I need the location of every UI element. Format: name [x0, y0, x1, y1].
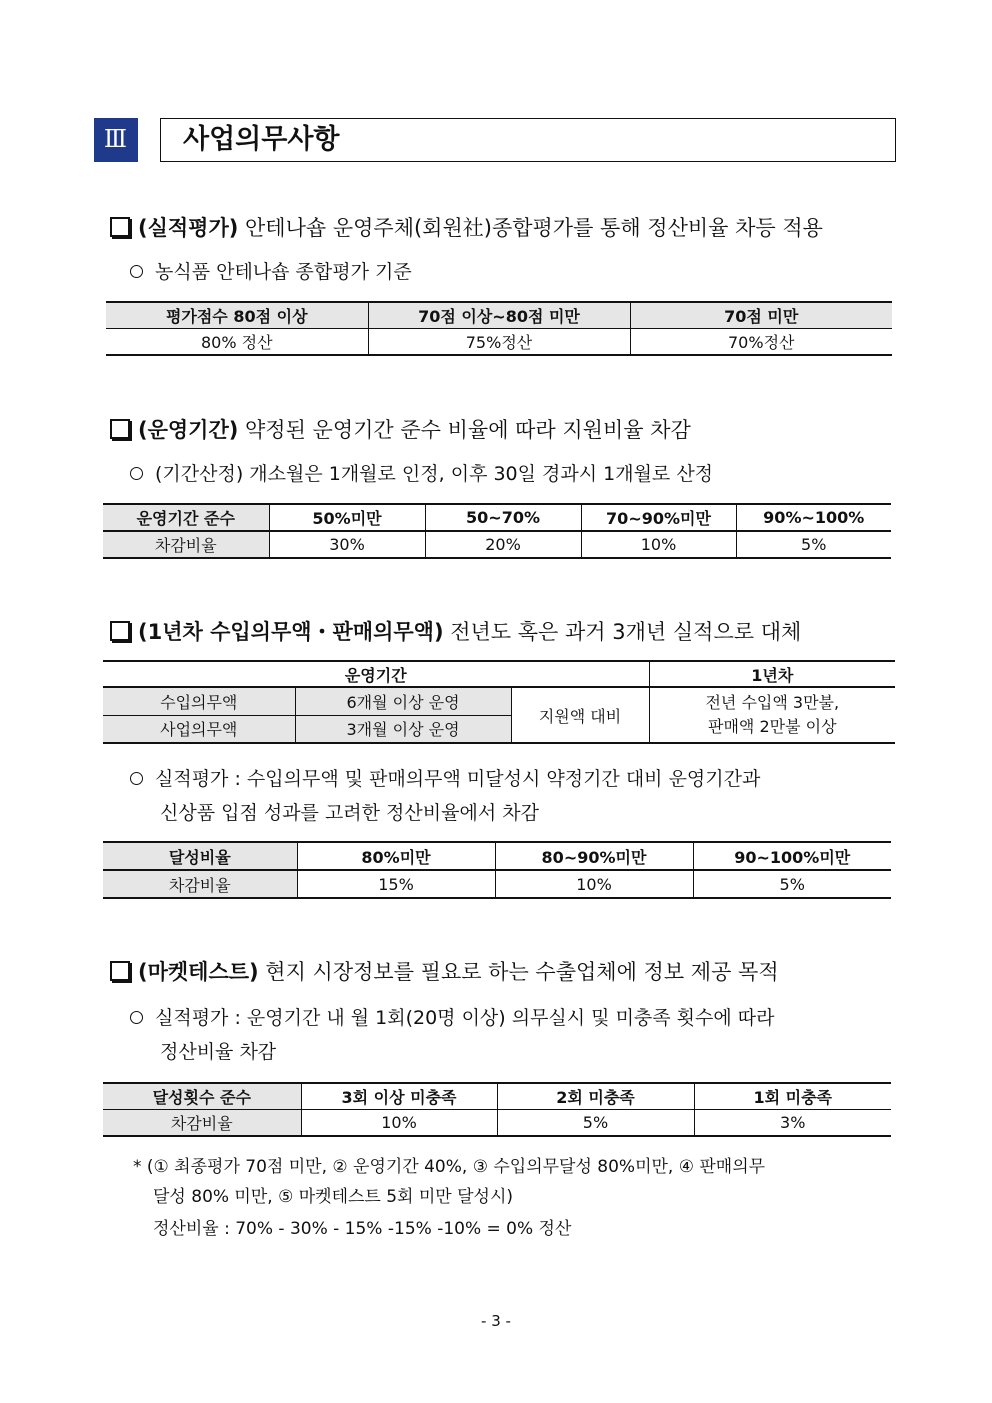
bullet-text: 실적평가 : 운영기간 내 월 1회(20명 이상) 의무실시 및 미충족 횟수에 따라	[155, 1007, 775, 1029]
cell-line: 전년 수입액 3만불,	[705, 693, 840, 712]
table-cell: 15%	[297, 870, 495, 898]
heading-tag: (마켓테스트)	[138, 960, 259, 984]
bullet-continuation: 정산비율 차감	[160, 1041, 277, 1063]
table-cell: 75%정산	[368, 328, 630, 355]
table-cell: 70점 이상~80점 미만	[368, 302, 630, 328]
table-cell: 6개월 이상 운영	[295, 687, 511, 715]
table-cell	[649, 687, 895, 743]
table-header-row	[106, 302, 892, 328]
bullet-text: 농식품 안테나숍 종합평가 기준	[155, 261, 412, 283]
table-row	[103, 1109, 891, 1136]
table-cell: 10%	[495, 870, 693, 898]
table-header-row	[103, 504, 891, 531]
heading-tag: (실적평가)	[138, 216, 239, 240]
footnote-line: * (① 최종평가 70점 미만, ② 운영기간 40%, ③ 수입의무달성 80%미만, ④ 판매의무	[133, 1157, 766, 1177]
section-title: 사업의무사항	[183, 124, 340, 155]
table-row	[106, 328, 892, 355]
page-number: - 3 -	[481, 1312, 511, 1330]
heading-text: 약정된 운영기간 준수 비율에 따라 지원비율 차감	[238, 418, 691, 442]
table-row	[103, 687, 895, 715]
table-row	[103, 870, 891, 898]
table-cell: 운영기간 준수	[103, 504, 269, 531]
table-cell: 차감비율	[103, 531, 269, 558]
section-number: Ⅲ	[94, 118, 138, 162]
table-cell: 80% 정산	[106, 328, 368, 355]
table-cell: 달성비율	[103, 842, 297, 870]
table-cell: 달성횟수 준수	[103, 1083, 301, 1109]
bullet-continuation: 신상품 입점 성과를 고려한 정산비율에서 차감	[160, 802, 539, 824]
table-cell: 90~100%미만	[693, 842, 891, 870]
table-header-row	[103, 661, 895, 687]
circle-bullet-icon	[130, 265, 143, 278]
table-cell: 10%	[301, 1109, 497, 1136]
heading-performance	[110, 214, 823, 242]
table-row	[103, 531, 891, 558]
heading-tag: (운영기간)	[138, 418, 239, 442]
table-cell: 20%	[425, 531, 581, 558]
table-cell: 5%	[736, 531, 891, 558]
table-cell: 3개월 이상 운영	[295, 715, 511, 743]
circle-bullet-icon	[130, 1011, 143, 1024]
bullet-text: 실적평가 : 수입의무액 및 판매의무액 미달성시 약정기간 대비 운영기간과	[155, 768, 761, 790]
heading-text: 전년도 혹은 과거 3개년 실적으로 대체	[443, 620, 802, 644]
table-cell: 5%	[497, 1109, 694, 1136]
bullet-text: (기간산정) 개소월은 1개월로 인정, 이후 30일 경과시 1개월로 산정	[155, 463, 714, 485]
table-cell: 10%	[581, 531, 736, 558]
table-cell: 2회 미충족	[497, 1083, 694, 1109]
table-header-row	[103, 1083, 891, 1109]
table-header-row	[103, 842, 891, 870]
table-cell: 차감비율	[103, 870, 297, 898]
heading-first-year	[110, 618, 801, 646]
checkbox-square-icon	[110, 419, 130, 439]
table-cell: 지원액 대비	[511, 687, 649, 743]
table-cell: 80~90%미만	[495, 842, 693, 870]
table-cell: 사업의무액	[103, 715, 295, 743]
checkbox-square-icon	[110, 961, 130, 981]
table-cell: 1년차	[649, 661, 895, 687]
heading-text: 안테나숍 운영주체(회원社)종합평가를 통해 정산비율 차등 적용	[238, 216, 823, 240]
table-cell: 3%	[694, 1109, 891, 1136]
table-cell: 1회 미충족	[694, 1083, 891, 1109]
table-cell: 50~70%	[425, 504, 581, 531]
table-cell: 90%~100%	[736, 504, 891, 531]
bullet-item	[130, 765, 760, 793]
table-cell: 5%	[693, 870, 891, 898]
checkbox-square-icon	[110, 217, 130, 237]
market-test-table	[103, 1082, 891, 1137]
heading-market-test	[110, 958, 779, 986]
heading-text: 현지 시장정보를 필요로 하는 수출업체에 정보 제공 목적	[258, 960, 779, 984]
footnote-formula: 정산비율 : 70% - 30% - 15% -15% -10% = 0% 정산	[153, 1219, 572, 1239]
bullet-item	[130, 258, 412, 286]
first-year-table	[103, 660, 895, 744]
bullet-item	[130, 1004, 775, 1032]
table-cell: 차감비율	[103, 1109, 301, 1136]
table-cell: 3회 이상 미충족	[301, 1083, 497, 1109]
heading-tag: (1년차 수입의무액・판매의무액)	[138, 620, 444, 644]
table-cell: 수입의무액	[103, 687, 295, 715]
evaluation-table	[106, 301, 892, 356]
section-title-box	[160, 118, 896, 162]
circle-bullet-icon	[130, 467, 143, 480]
table-cell: 50%미만	[269, 504, 425, 531]
achievement-table	[103, 841, 891, 899]
period-table	[103, 503, 891, 559]
footnote-line: 달성 80% 미만, ⑤ 마켓테스트 5회 미만 달성시)	[153, 1187, 514, 1207]
table-cell: 70%정산	[630, 328, 892, 355]
table-cell: 80%미만	[297, 842, 495, 870]
table-cell: 운영기간	[103, 661, 649, 687]
table-cell: 70~90%미만	[581, 504, 736, 531]
table-cell: 평가점수 80점 이상	[106, 302, 368, 328]
heading-operation-period	[110, 416, 691, 444]
cell-line: 판매액 2만불 이상	[708, 717, 837, 736]
table-cell: 30%	[269, 531, 425, 558]
bullet-item	[130, 460, 713, 488]
table-cell: 70점 미만	[630, 302, 892, 328]
circle-bullet-icon	[130, 772, 143, 785]
checkbox-square-icon	[110, 621, 130, 641]
